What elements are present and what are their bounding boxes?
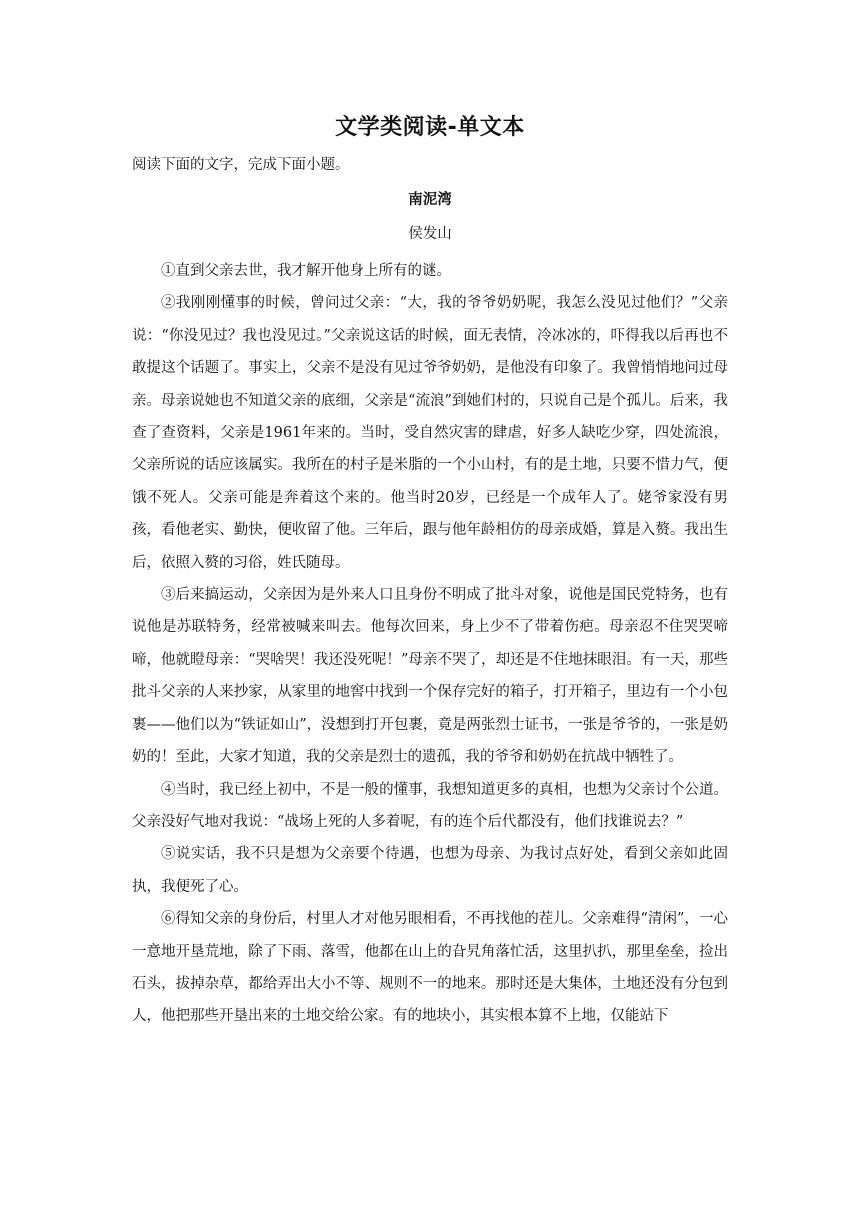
document-title: 文学类阅读-单文本 bbox=[335, 115, 525, 140]
paragraph-4: ④当时，我已经上初中，不是一般的懂事，我想知道更多的真相，也想为父亲讨个公道。父亲没好气地对我说：“战场上死的人多着呢，有的连个后代都没有，他们找谁说去？” bbox=[132, 781, 728, 830]
paragraph-5: ⑤说实话，我不只是想为父亲要个待遇，也想为母亲、为我讨点好处，看到父亲如此固执，我便死了心。 bbox=[132, 846, 728, 895]
reading-instruction: 阅读下面的文字，完成下面小题。 bbox=[132, 157, 350, 173]
paragraph-1: ①直到父亲去世，我才解开他身上所有的谜。 bbox=[161, 263, 451, 279]
story-body bbox=[132, 255, 728, 1033]
story-title: 南泥湾 bbox=[408, 191, 452, 208]
paragraph-3: ③后来搞运动，父亲因为是外来人口且身份不明成了批斗对象，说他是国民党特务，也有说他是苏联特务，经常被喊来叫去。他每次回来，身上少不了带着伤疤。母亲忍不住哭哭啼啼，他就瞪母亲：“哭啥哭！我还没死呢！”母亲不哭了，却还是不住地抹眼泪。有一天，那些批斗父亲的人来抄家，从家里的地窖中找到一个保存完好的箱子，打开箱子，里边有一个小包裹——他们以为“铁证如山”，没想到打开包裹，竟是两张烈士证书，一张是爷爷的，一张是奶奶的！至此，大家才知道，我的父亲是烈士的遗孤，我的爷爷和奶奶在抗战中牺牲了。 bbox=[132, 587, 728, 766]
paragraph-2: ②我刚刚懂事的时候，曾问过父亲：“大，我的爷爷奶奶呢，我怎么没见过他们？”父亲说：“你没见过？我也没见过。”父亲说这话的时候，面无表情，冷冰冰的，吓得我以后再也不敢提这个话题了。事实上，父亲不是没有见过爷爷奶奶，是他没有印象了。我曾悄悄地问过母亲。母亲说她也不知道父亲的底细，父亲是“流浪”到她们村的，只说自己是个孤儿。后来，我查了查资料，父亲是1961年来的。当时，受自然灾害的肆虐，好多人缺吃少穿，四处流浪，父亲所说的话应该属实。我所在的村子是米脂的一个小山村，有的是土地，只要不惜力气，便饿不死人。父亲可能是奔着这个来的。他当时20岁，已经是一个成年人了。姥爷家没有男孩，看他老实、勤快，便收留了他。三年后，跟与他年龄相仿的母亲成婚，算是入赘。我出生后，依照入赘的习俗，姓氏随母。 bbox=[132, 295, 728, 571]
paragraph-6: ⑥得知父亲的身份后，村里人才对他另眼相看，不再找他的茬儿。父亲难得“清闲”，一心一意地开垦荒地，除了下雨、落雪，他都在山上的旮旯角落忙活，这里扒扒，那里垒垒，捡出石头，拔掉杂草，都给弄出大小不等、规则不一的地来。那时还是大集体，土地还没有分包到人，他把那些开垦出来的土地交给公家。有的地块小，其实根本算不上地，仅能站下 bbox=[132, 911, 728, 1025]
story-author: 侯发山 bbox=[408, 226, 452, 242]
